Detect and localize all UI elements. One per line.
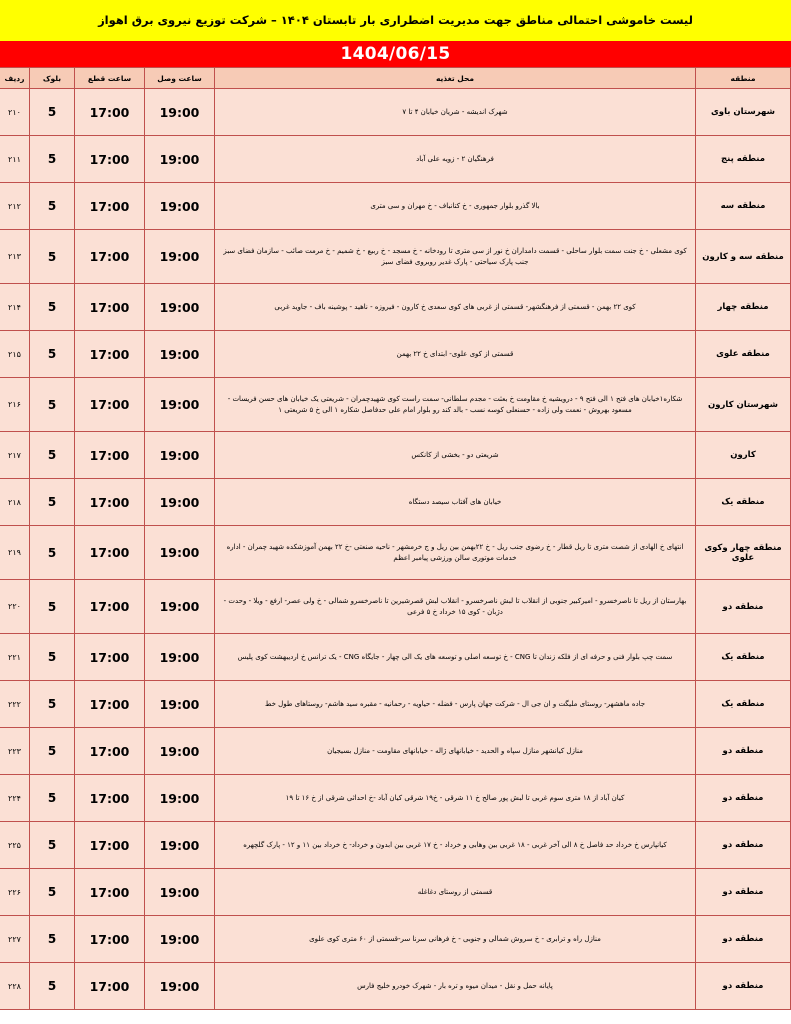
cell-off-time: 17:00	[75, 378, 145, 432]
cell-radif: ۲۱۴	[0, 284, 30, 331]
cell-radif: ۲۱۵	[0, 331, 30, 378]
cell-place: کیانپارس خ خرداد حد فاصل خ ۸ الی آخر غربی - ۱۸ غربی بین وهابی و خرداد - خ ۱۷ غربی بین ابدون و خرداد- خ خرداد بین ۱۱ و ۱۲ - پارک گلچهره	[215, 822, 696, 869]
cell-radif: ۲۲۱	[0, 634, 30, 681]
table-row	[0, 432, 791, 479]
cell-block: 5	[30, 681, 75, 728]
cell-block: 5	[30, 869, 75, 916]
column-header-block: بلوک	[30, 68, 75, 89]
cell-zone: منطقه پنج	[696, 136, 791, 183]
cell-on-time: 19:00	[145, 331, 215, 378]
cell-radif: ۲۲۲	[0, 681, 30, 728]
cell-radif: ۲۱۰	[0, 89, 30, 136]
cell-off-time: 17:00	[75, 728, 145, 775]
column-header-place: محل تغذیه	[215, 68, 696, 89]
column-header-on-time: ساعت وصل	[145, 68, 215, 89]
cell-place: شریعتی دو - بخشی از کانکس	[215, 432, 696, 479]
cell-zone: منطقه دو	[696, 963, 791, 1010]
cell-off-time: 17:00	[75, 681, 145, 728]
cell-on-time: 19:00	[145, 284, 215, 331]
cell-place: شکاره۱خیابان های فتح ۱ الی فتح ۹ - درویشیه خ مقاومت خ بعثت - مجدم سلطانی- سمت راست کوی شهیدچمران - شریعتی یک خیابان های حسن فریسات - مسعود بهروش - نعمت ولی زاده - حسنعلی کوسه نسب - بالد کند رو بلوار امام علی حدفاصل شکاره ۱ الی خ ۵ شریعتی ۱	[215, 378, 696, 432]
cell-place: کوی ۲۲ بهمن - قسمتی از فرهنگشهر- قسمتی از غربی های کوی سعدی خ کارون - فیروزه - ناهید - پوشینه باف - جاوید غربی	[215, 284, 696, 331]
cell-zone: منطقه دو	[696, 580, 791, 634]
cell-off-time: 17:00	[75, 963, 145, 1010]
cell-on-time: 19:00	[145, 432, 215, 479]
cell-place: فرهنگیان ۲ - زویه علی آباد	[215, 136, 696, 183]
cell-on-time: 19:00	[145, 822, 215, 869]
cell-on-time: 19:00	[145, 728, 215, 775]
cell-on-time: 19:00	[145, 580, 215, 634]
schedule-date: 1404/06/15	[0, 41, 791, 67]
table-row	[0, 136, 791, 183]
cell-zone: منطقه یک	[696, 634, 791, 681]
cell-radif: ۲۱۳	[0, 230, 30, 284]
cell-place: انتهای خ الهادی از شصت متری تا ریل قطار - خ رضوی جنب ریل - خ ۲۲بهمن بین ریل و ج خرمشهر - ناحیه صنعتی -خ ۲۲ بهمن آموزشکده شهید چمران - اداره خدمات موتوری سالن ورزشی پیامبر اعظم	[215, 526, 696, 580]
cell-zone: منطقه دو	[696, 728, 791, 775]
cell-off-time: 17:00	[75, 89, 145, 136]
cell-radif: ۲۲۵	[0, 822, 30, 869]
cell-place: کوی مشعلی - خ جنت سمت بلوار ساحلی - قسمت دامداران خ نور از سی متری تا رودخانه - خ مسجد - خ ربیع - خ شمیم - خ مرمت صائب - سازمان فضای سبز جنب پارک سیاحتی - پارک غدیر روبروی فضای سبز	[215, 230, 696, 284]
column-header-zone: منطقه	[696, 68, 791, 89]
cell-on-time: 19:00	[145, 963, 215, 1010]
cell-place: منازل کیانشهر منازل سپاه و الحدید - خیابانهای ژاله - خیابانهای مقاومت - منازل بسیجیان	[215, 728, 696, 775]
cell-block: 5	[30, 378, 75, 432]
cell-on-time: 19:00	[145, 681, 215, 728]
cell-off-time: 17:00	[75, 432, 145, 479]
cell-block: 5	[30, 775, 75, 822]
cell-zone: منطقه سه و کارون	[696, 230, 791, 284]
cell-block: 5	[30, 728, 75, 775]
cell-block: 5	[30, 89, 75, 136]
cell-block: 5	[30, 822, 75, 869]
table-row	[0, 916, 791, 963]
cell-block: 5	[30, 916, 75, 963]
cell-zone: منطقه چهار	[696, 284, 791, 331]
cell-on-time: 19:00	[145, 479, 215, 526]
cell-off-time: 17:00	[75, 916, 145, 963]
cell-zone: منطقه یک	[696, 479, 791, 526]
cell-radif: ۲۱۱	[0, 136, 30, 183]
table-row	[0, 634, 791, 681]
cell-place: پایانه حمل و نقل - میدان میوه و تره بار - شهرک خودرو خلیج فارس	[215, 963, 696, 1010]
table-row	[0, 183, 791, 230]
cell-block: 5	[30, 580, 75, 634]
cell-on-time: 19:00	[145, 634, 215, 681]
table-row	[0, 479, 791, 526]
cell-off-time: 17:00	[75, 580, 145, 634]
cell-on-time: 19:00	[145, 230, 215, 284]
cell-place: کیان آباد از ۱۸ متری سوم غربی تا لبش پور صالح خ ۱۱ شرقی - خ۱۹ شرقی کیان آباد -خ احداثی شرقی از خ ۱۶ تا ۱۹	[215, 775, 696, 822]
cell-radif: ۲۲۶	[0, 869, 30, 916]
cell-radif: ۲۲۳	[0, 728, 30, 775]
cell-place: شهرک اندیشه - شریان خیابان ۴ تا ۷	[215, 89, 696, 136]
cell-zone: شهرستان باوی	[696, 89, 791, 136]
table-row	[0, 775, 791, 822]
cell-block: 5	[30, 183, 75, 230]
table-row	[0, 728, 791, 775]
cell-on-time: 19:00	[145, 89, 215, 136]
table-body	[0, 89, 791, 1010]
cell-block: 5	[30, 284, 75, 331]
cell-zone: منطقه چهار وکوی علوی	[696, 526, 791, 580]
cell-radif: ۲۲۴	[0, 775, 30, 822]
table-row	[0, 963, 791, 1010]
cell-off-time: 17:00	[75, 634, 145, 681]
cell-off-time: 17:00	[75, 822, 145, 869]
cell-off-time: 17:00	[75, 284, 145, 331]
cell-off-time: 17:00	[75, 869, 145, 916]
cell-place: خیابان های آفتاب سیصد دستگاه	[215, 479, 696, 526]
table-header-row	[0, 68, 791, 89]
table-row	[0, 284, 791, 331]
cell-off-time: 17:00	[75, 775, 145, 822]
cell-on-time: 19:00	[145, 183, 215, 230]
table-row	[0, 822, 791, 869]
cell-on-time: 19:00	[145, 916, 215, 963]
table-row	[0, 681, 791, 728]
cell-place: بالا گذرو بلوار جمهوری - خ کتانباف - خ مهران و سی متری	[215, 183, 696, 230]
outage-table	[0, 67, 791, 1010]
cell-radif: ۲۲۷	[0, 916, 30, 963]
cell-block: 5	[30, 432, 75, 479]
cell-place: جاده ماهشهر- روستای ملیگت و ان جی ال - شرکت جهان پارس - فضله - حیاویه - رحمانیه - مقبره سید هاشم- روستاهای طول خط	[215, 681, 696, 728]
cell-on-time: 19:00	[145, 378, 215, 432]
cell-radif: ۲۲۸	[0, 963, 30, 1010]
cell-off-time: 17:00	[75, 230, 145, 284]
cell-on-time: 19:00	[145, 869, 215, 916]
cell-zone: منطقه دو	[696, 822, 791, 869]
cell-block: 5	[30, 479, 75, 526]
cell-block: 5	[30, 526, 75, 580]
cell-radif: ۲۱۸	[0, 479, 30, 526]
table-row	[0, 230, 791, 284]
cell-radif: ۲۲۰	[0, 580, 30, 634]
cell-zone: منطقه دو	[696, 775, 791, 822]
cell-off-time: 17:00	[75, 183, 145, 230]
cell-zone: منطقه علوی	[696, 331, 791, 378]
cell-radif: ۲۱۶	[0, 378, 30, 432]
column-header-off-time: ساعت قطع	[75, 68, 145, 89]
cell-place: قسمتی از کوی علوی- ابتدای خ ۲۲ بهمن	[215, 331, 696, 378]
table-row	[0, 89, 791, 136]
cell-on-time: 19:00	[145, 136, 215, 183]
cell-zone: منطقه دو	[696, 916, 791, 963]
cell-place: سمت چپ بلوار فنی و حرفه ای از فلکه زندان تا CNG - خ توسعه اصلی و توسعه های یک الی چهار - جایگاه CNG - یک ترانس خ اردیبهشت کوی پلیس	[215, 634, 696, 681]
cell-off-time: 17:00	[75, 136, 145, 183]
table-row	[0, 331, 791, 378]
cell-radif: ۲۱۷	[0, 432, 30, 479]
table-row	[0, 580, 791, 634]
table-row	[0, 869, 791, 916]
cell-block: 5	[30, 634, 75, 681]
cell-off-time: 17:00	[75, 479, 145, 526]
column-header-radif: ردیف	[0, 68, 30, 89]
cell-off-time: 17:00	[75, 331, 145, 378]
table-header	[0, 68, 791, 89]
cell-radif: ۲۱۲	[0, 183, 30, 230]
cell-block: 5	[30, 331, 75, 378]
table-row	[0, 526, 791, 580]
cell-place: بهارستان از ریل تا ناصرخسرو - امیرکبیر جنوبی از انقلاب تا لبش ناصرخسرو - انقلاب لبش قصرشیرین تا ناصرخسرو شمالی - خ ولی عصر- ارفع - ویلا - وحدت - دژبان - کوی ۱۵ خرداد خ ۵ فرعی	[215, 580, 696, 634]
cell-block: 5	[30, 230, 75, 284]
cell-zone: شهرستان کارون	[696, 378, 791, 432]
page-title: لیست خاموشی احتمالی مناطق جهت مدیریت اضطراری بار تابستان ۱۴۰۴ – شرکت توزیع نیروی برق اهواز	[0, 0, 791, 41]
cell-zone: کارون	[696, 432, 791, 479]
cell-block: 5	[30, 136, 75, 183]
cell-place: منازل راه و ترابری - خ سروش شمالی و جنوبی - خ فرهانی سرنا سر-قسمتی از ۶۰ متری کوی علوی	[215, 916, 696, 963]
cell-on-time: 19:00	[145, 526, 215, 580]
cell-on-time: 19:00	[145, 775, 215, 822]
cell-block: 5	[30, 963, 75, 1010]
cell-radif: ۲۱۹	[0, 526, 30, 580]
table-row	[0, 378, 791, 432]
cell-place: قسمتی از روستای دغاغله	[215, 869, 696, 916]
cell-zone: منطقه دو	[696, 869, 791, 916]
cell-zone: منطقه یک	[696, 681, 791, 728]
cell-off-time: 17:00	[75, 526, 145, 580]
cell-zone: منطقه سه	[696, 183, 791, 230]
